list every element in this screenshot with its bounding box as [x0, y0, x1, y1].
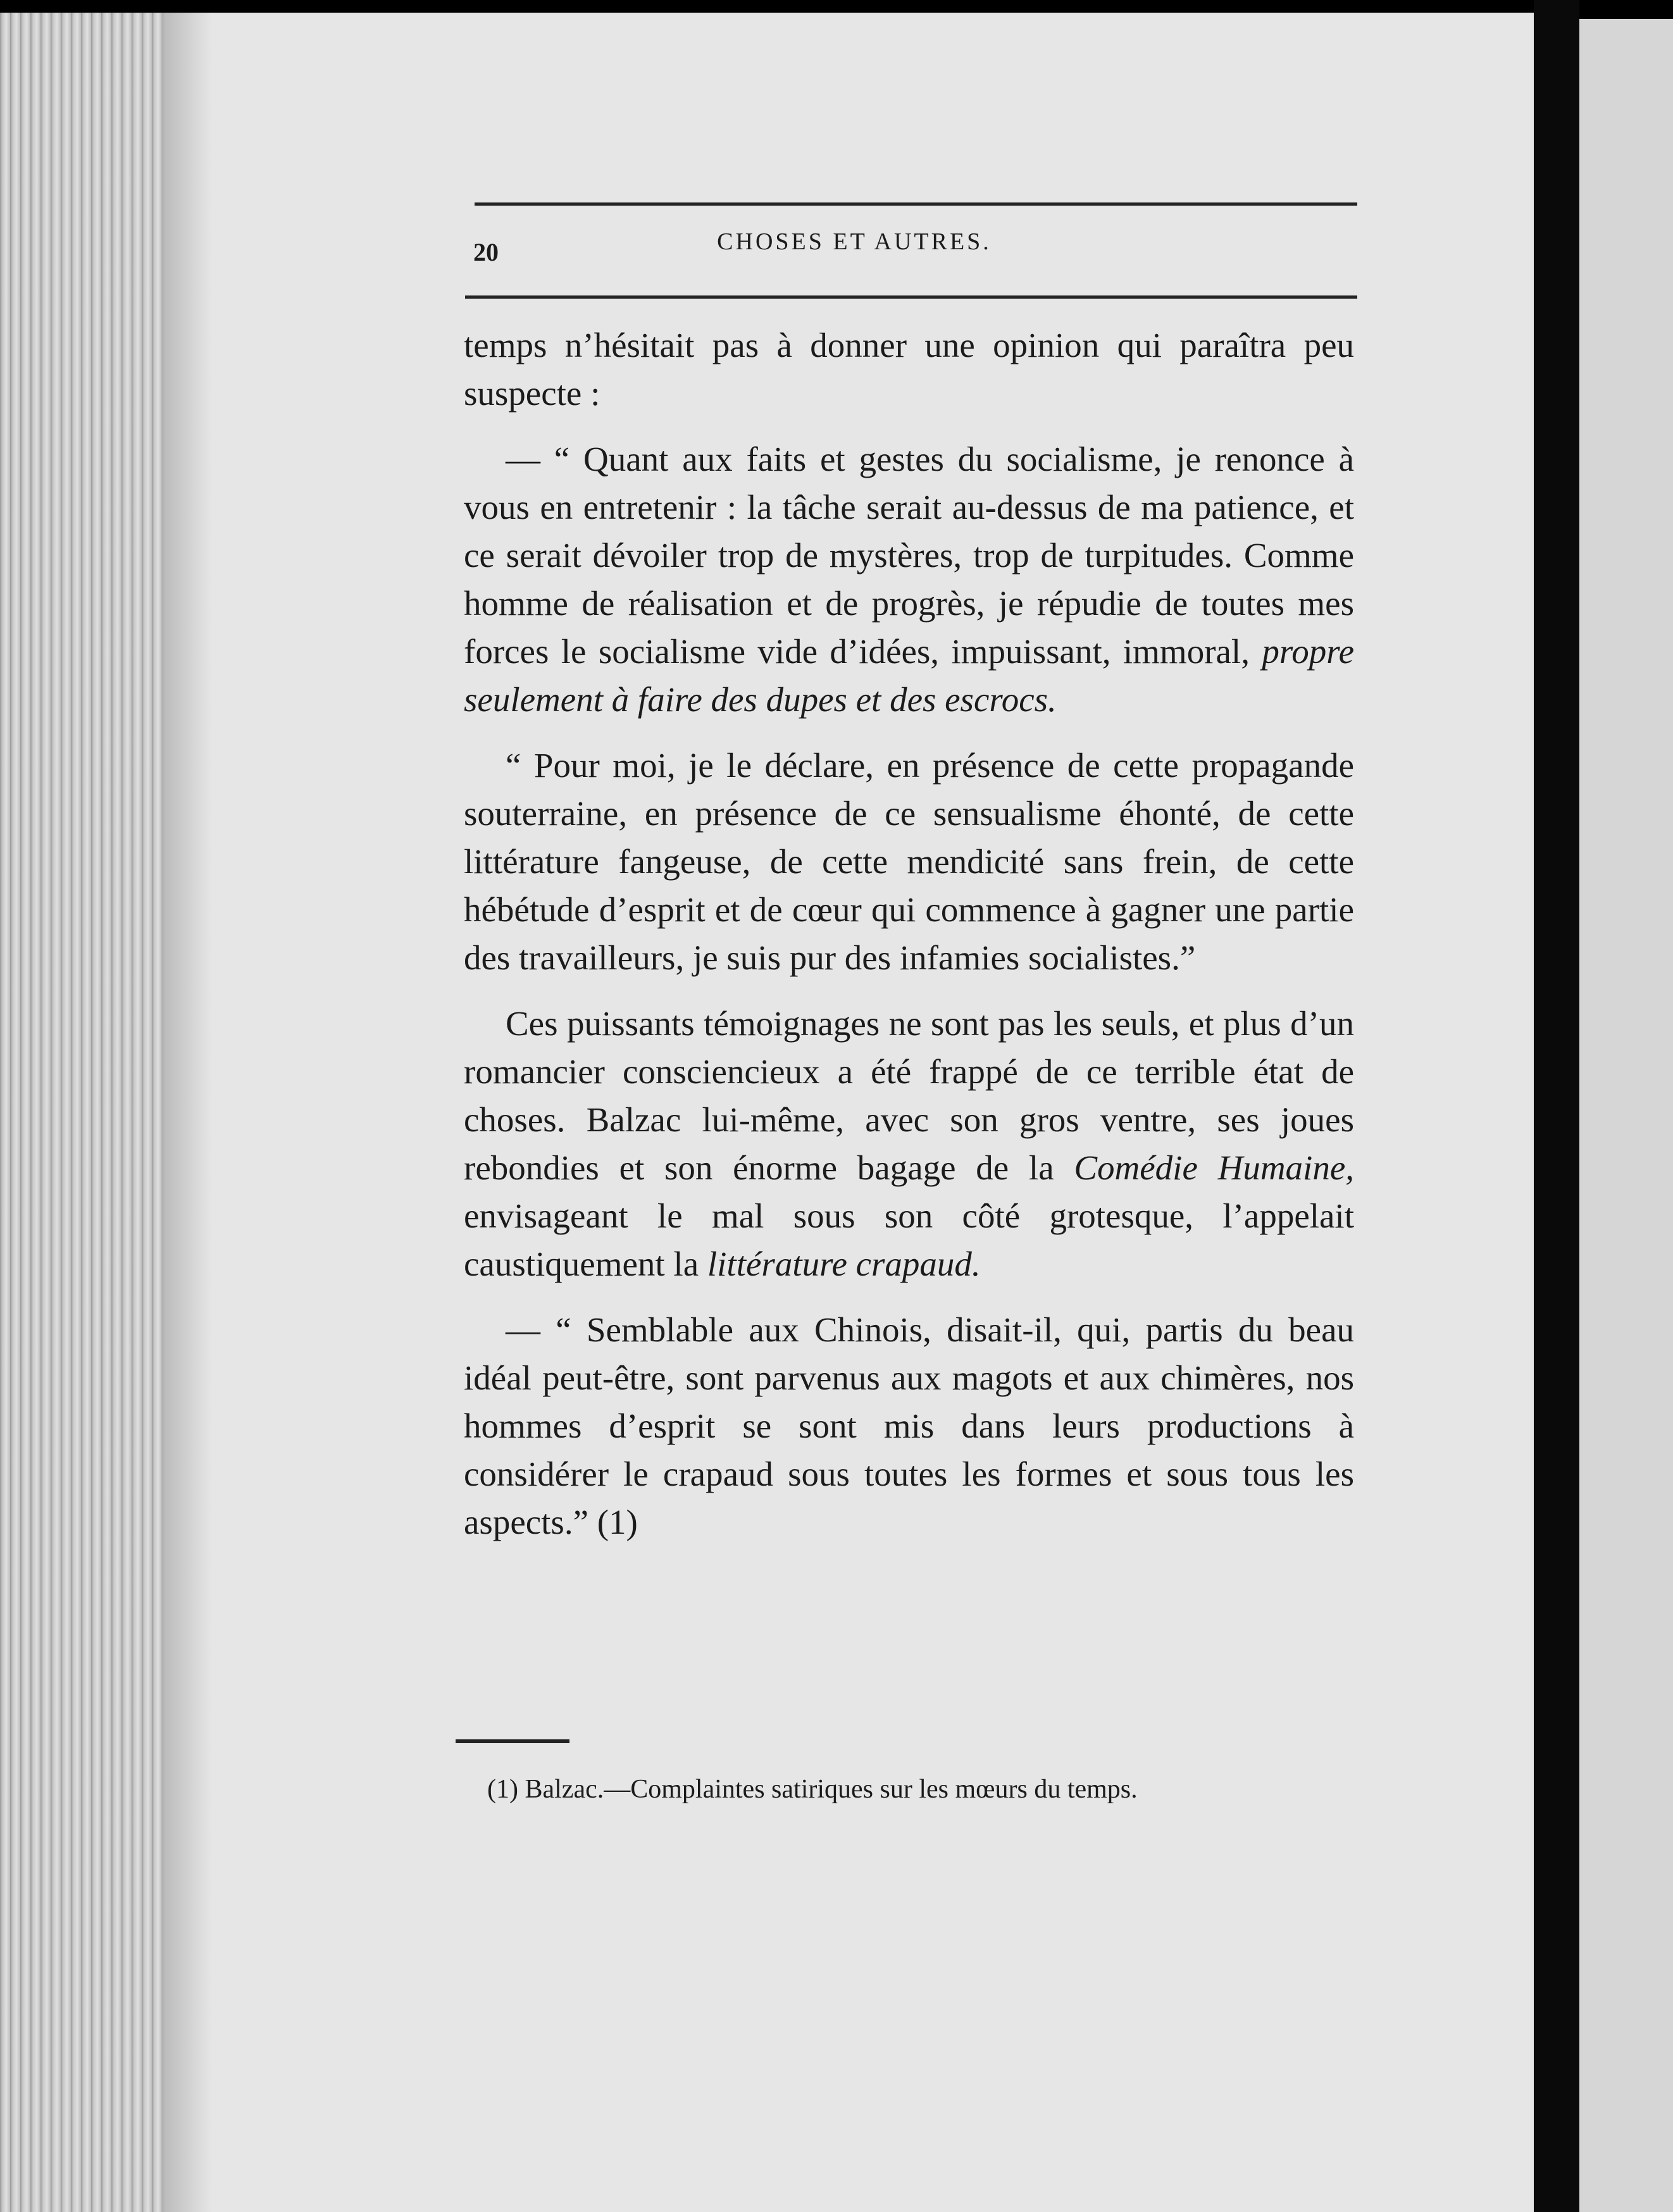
- paragraph-3: “ Pour moi, je le déclare, en présence de cette propagande souterraine, en présence de ce sensualisme éhonté, de cette littérature fangeuse, de cette mendicité sans frein, de cette hébétude d’esprit et de cœur qui commence à gagner une partie des travailleurs, je suis pur des infamies socialistes.”: [464, 746, 1354, 977]
- paragraph-4: Ces puissants témoignages ne sont pas les seuls, et plus d’un romancier consciencieux a été frappé de ce terrible état de choses. Balzac lui-même, avec son gros ventre, ses joues rebondies et son énorme bagage de la Comédie Humaine, envisageant le mal sous son côté grotesque, l’appelait caustiquement la littérature crapaud.: [464, 1004, 1354, 1283]
- footnote-rule: [456, 1739, 569, 1743]
- book-page: [0, 13, 1550, 2212]
- paragraph-5: — “ Semblable aux Chinois, disait-il, qui, partis du beau idéal peut-être, sont parvenus aux magots et aux chimères, nos hommes d’esprit se sont mis dans leurs productions à considérer le crapaud sous toutes les formes et sous tous les aspects.” (1): [464, 1310, 1354, 1541]
- page-edges: [0, 13, 165, 2212]
- running-head: CHOSES ET AUTRES.: [717, 228, 992, 255]
- page-number: 20: [473, 238, 499, 266]
- body-text: [464, 321, 1354, 1564]
- paragraph-1: temps n’hésitait pas à donner une opinion qui paraîtra peu suspecte :: [464, 326, 1354, 413]
- header-rule-top: [475, 202, 1357, 206]
- adjacent-page-edge: [1579, 19, 1673, 2212]
- page-edges-shadow: [161, 13, 212, 2212]
- header-rule-bottom: [465, 295, 1357, 299]
- book-gutter: [1534, 0, 1579, 2212]
- footnote: (1) Balzac.—Complaintes satiriques sur les mœurs du temps.: [487, 1775, 1138, 1804]
- paragraph-2: — “ Quant aux faits et gestes du socialisme, je renonce à vous en entretenir : la tâche serait au-dessus de ma patience, et ce serait dévoiler trop de mystères, trop de turpitudes. Comme homme de réalisation et de progrès, je répudie de toutes mes forces le socialisme vide d’idées, impuissant, immoral, propre seulement à faire des dupes et des escrocs.: [464, 440, 1354, 719]
